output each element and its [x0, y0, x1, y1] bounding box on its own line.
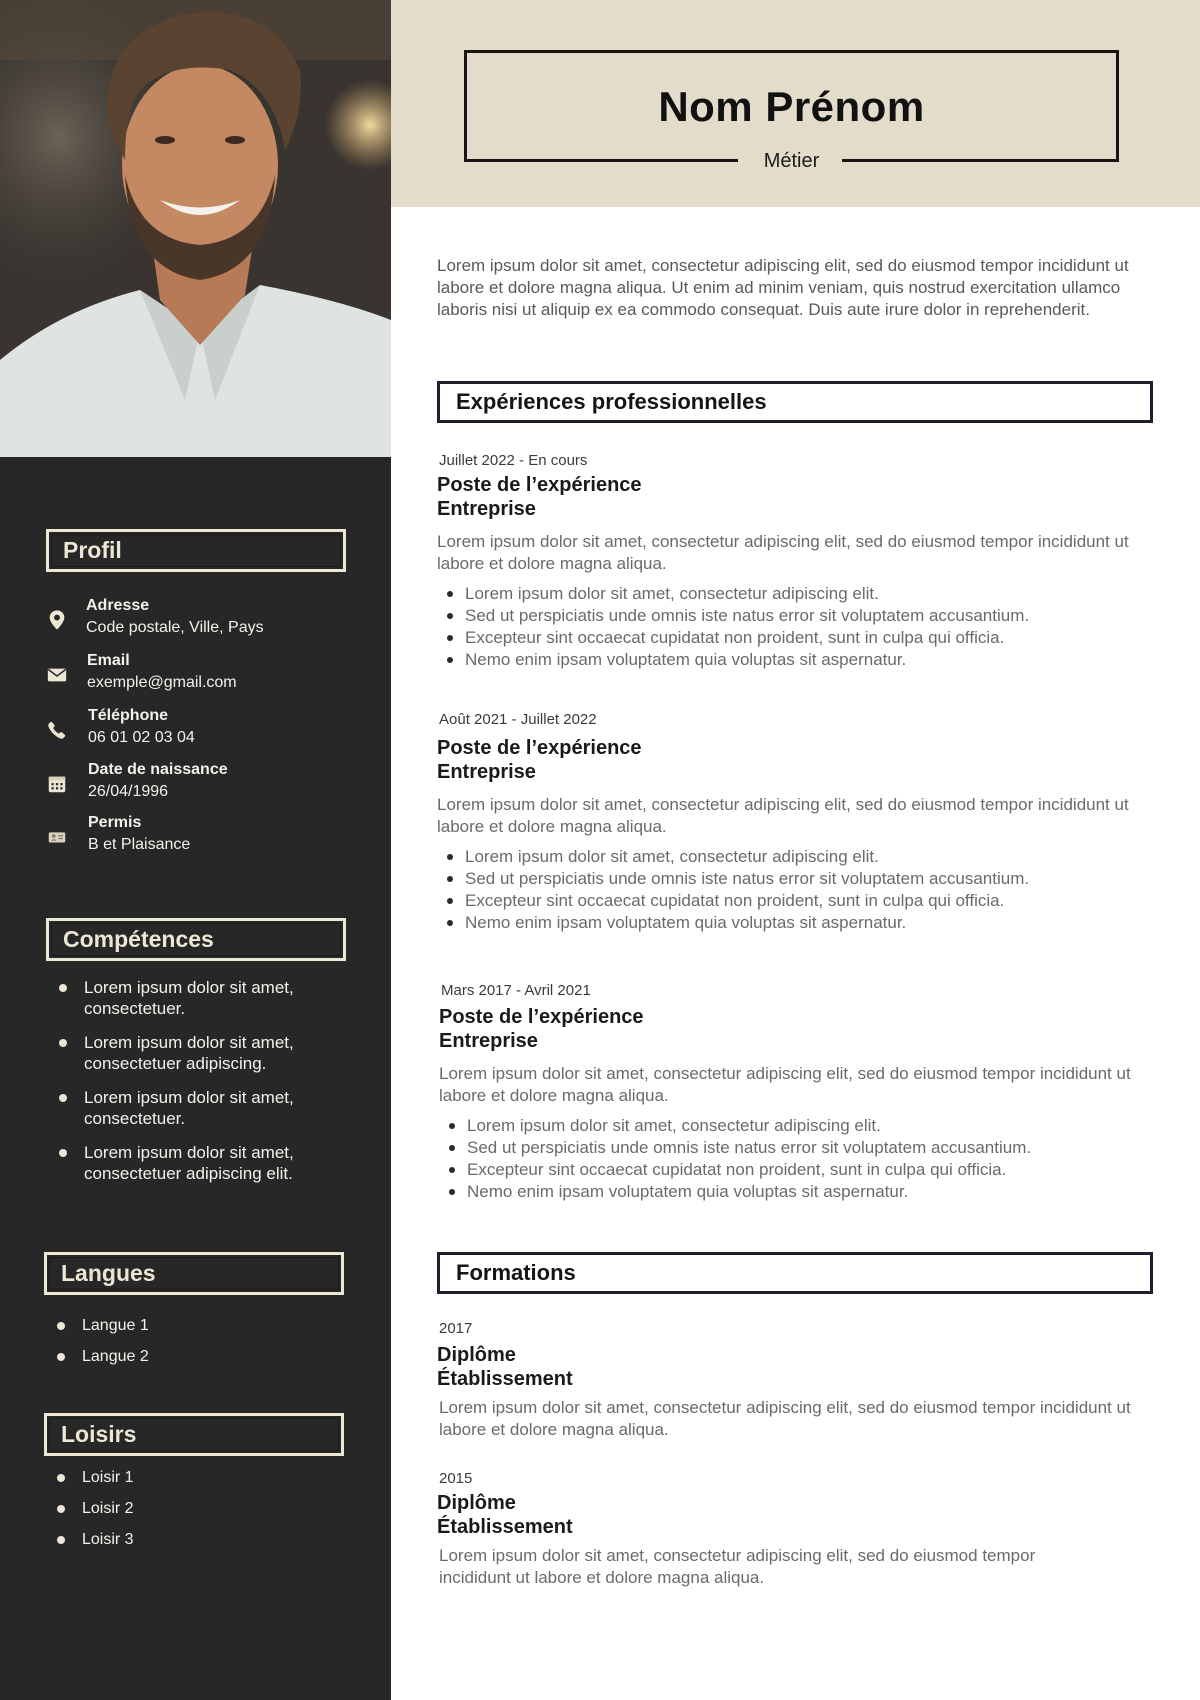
experience-entry	[437, 449, 1167, 671]
experience-bullet: Nemo enim ipsam voluptatem quia voluptas sit aspernatur.	[437, 649, 1167, 671]
profile-photo	[0, 0, 391, 457]
experience-bullet: Nemo enim ipsam voluptatem quia voluptas sit aspernatur.	[439, 1181, 1169, 1203]
education-description: Lorem ipsum dolor sit amet, consectetur adipiscing elit, sed do eiusmod tempor incididunt ut labore et dolore magna aliqua.	[439, 1546, 1036, 1587]
education-year: 2015	[439, 1470, 473, 1487]
experience-entry	[437, 708, 1167, 934]
skills-section-title: Compétences	[63, 926, 214, 952]
experience-bullet: Sed ut perspiciatis unde omnis iste natus error sit voluptatem accusantium.	[439, 1137, 1169, 1159]
experience-bullet: Sed ut perspiciatis unde omnis iste natus error sit voluptatem accusantium.	[437, 868, 1167, 890]
email-label: Email	[87, 652, 130, 669]
hobbies-section-header	[44, 1413, 344, 1456]
experience-bullet: Lorem ipsum dolor sit amet, consectetur adipiscing elit.	[439, 1115, 1169, 1137]
experience-date: Juillet 2022 - En cours	[439, 452, 588, 469]
education-description: Lorem ipsum dolor sit amet, consectetur adipiscing elit, sed do eiusmod tempor incididunt ut labore et dolore magna aliqua.	[439, 1398, 1131, 1439]
calendar-icon	[46, 773, 68, 795]
portrait-illustration	[0, 0, 391, 457]
experience-title: Poste de l’expérience	[437, 474, 642, 496]
experience-bullet: Excepteur sint occaecat cupidatat non proident, sunt in culpa qui officia.	[439, 1159, 1169, 1181]
job-title: Métier	[763, 150, 820, 172]
experience-company: Entreprise	[437, 498, 536, 520]
sidebar	[0, 0, 391, 1700]
languages-section-title: Langues	[61, 1260, 156, 1286]
experience-bullets	[439, 1115, 1169, 1203]
license-label: Permis	[88, 814, 142, 831]
experience-date: Mars 2017 - Avril 2021	[441, 982, 591, 999]
experience-section-title: Expériences professionnelles	[456, 389, 767, 414]
experience-bullet: Lorem ipsum dolor sit amet, consectetur adipiscing elit.	[437, 846, 1167, 868]
phone-icon	[46, 719, 68, 741]
experience-company: Entreprise	[439, 1030, 538, 1052]
experience-title: Poste de l’expérience	[437, 737, 642, 759]
education-degree: Diplôme	[437, 1344, 516, 1366]
skill-item: Lorem ipsum dolor sit amet, consectetuer adipiscing.	[56, 1032, 346, 1074]
experience-bullet: Excepteur sint occaecat cupidatat non proident, sunt in culpa qui officia.	[437, 890, 1167, 912]
hobbies-list	[54, 1467, 134, 1560]
education-section-header	[437, 1252, 1153, 1294]
experience-section-header	[437, 381, 1153, 423]
education-year: 2017	[439, 1320, 473, 1337]
languages-list	[54, 1315, 149, 1377]
language-item: Langue 2	[54, 1346, 149, 1377]
full-name: Nom Prénom	[658, 83, 925, 130]
hobby-item: Loisir 3	[54, 1529, 134, 1560]
license-value: B et Plaisance	[88, 836, 191, 853]
hobby-item: Loisir 1	[54, 1467, 134, 1498]
intro-paragraph: Lorem ipsum dolor sit amet, consectetur adipiscing elit, sed do eiusmod tempor incididunt ut labore et dolore magna aliqua. Ut enim ad minim veniam, quis nostrud exercitation ullamco laboris nisi ut aliquip ex ea commodo consequat. Duis aute irure dolor in reprehenderit.	[437, 256, 1129, 319]
skills-list	[56, 977, 346, 1197]
experience-bullets	[437, 583, 1167, 671]
id-card-icon	[46, 826, 68, 848]
contact-email	[46, 652, 366, 700]
contact-birthdate	[46, 761, 366, 809]
hobby-item: Loisir 2	[54, 1498, 134, 1529]
experience-bullet: Sed ut perspiciatis unde omnis iste natus error sit voluptatem accusantium.	[437, 605, 1167, 627]
contact-phone	[46, 707, 366, 755]
education-entry	[437, 1317, 1167, 1441]
contact-license	[46, 814, 366, 862]
experience-bullet: Lorem ipsum dolor sit amet, consectetur adipiscing elit.	[437, 583, 1167, 605]
birthdate-label: Date de naissance	[88, 761, 228, 778]
phone-label: Téléphone	[88, 707, 169, 724]
name-frame	[464, 50, 1119, 172]
envelope-icon	[46, 664, 68, 686]
address-label: Adresse	[86, 597, 150, 614]
contact-address	[46, 597, 366, 645]
experience-title: Poste de l’expérience	[439, 1006, 644, 1028]
skill-item: Lorem ipsum dolor sit amet, consectetuer.	[56, 1087, 346, 1129]
birthdate-value: 26/04/1996	[88, 783, 169, 800]
experience-company: Entreprise	[437, 761, 536, 783]
experience-bullets	[437, 846, 1167, 934]
location-pin-icon	[46, 609, 68, 631]
experience-description: Lorem ipsum dolor sit amet, consectetur adipiscing elit, sed do eiusmod tempor incididunt ut labore et dolore magna aliqua.	[437, 532, 1129, 573]
experience-bullet: Excepteur sint occaecat cupidatat non proident, sunt in culpa qui officia.	[437, 627, 1167, 649]
address-value: Code postale, Ville, Pays	[86, 619, 264, 636]
skills-section-header	[46, 918, 346, 961]
email-value: exemple@gmail.com	[87, 674, 237, 691]
experience-bullet: Nemo enim ipsam voluptatem quia voluptas sit aspernatur.	[437, 912, 1167, 934]
phone-value: 06 01 02 03 04	[88, 729, 195, 746]
education-school: Établissement	[437, 1516, 573, 1538]
education-school: Établissement	[437, 1368, 573, 1390]
experience-description: Lorem ipsum dolor sit amet, consectetur adipiscing elit, sed do eiusmod tempor incididunt ut labore et dolore magna aliqua.	[437, 795, 1129, 836]
profile-section-title: Profil	[63, 537, 122, 563]
language-item: Langue 1	[54, 1315, 149, 1346]
experience-date: Août 2021 - Juillet 2022	[439, 711, 597, 728]
hobbies-section-title: Loisirs	[61, 1421, 137, 1447]
education-degree: Diplôme	[437, 1492, 516, 1514]
skill-item: Lorem ipsum dolor sit amet, consectetuer.	[56, 977, 346, 1019]
skill-item: Lorem ipsum dolor sit amet, consectetuer adipiscing elit.	[56, 1142, 346, 1184]
profile-section-header	[46, 529, 346, 572]
experience-description: Lorem ipsum dolor sit amet, consectetur adipiscing elit, sed do eiusmod tempor incididunt ut labore et dolore magna aliqua.	[439, 1064, 1131, 1105]
experience-entry	[439, 979, 1169, 1203]
name-header	[391, 0, 1200, 207]
education-entry	[437, 1467, 1167, 1589]
education-section-title: Formations	[456, 1260, 576, 1285]
languages-section-header	[44, 1252, 344, 1295]
